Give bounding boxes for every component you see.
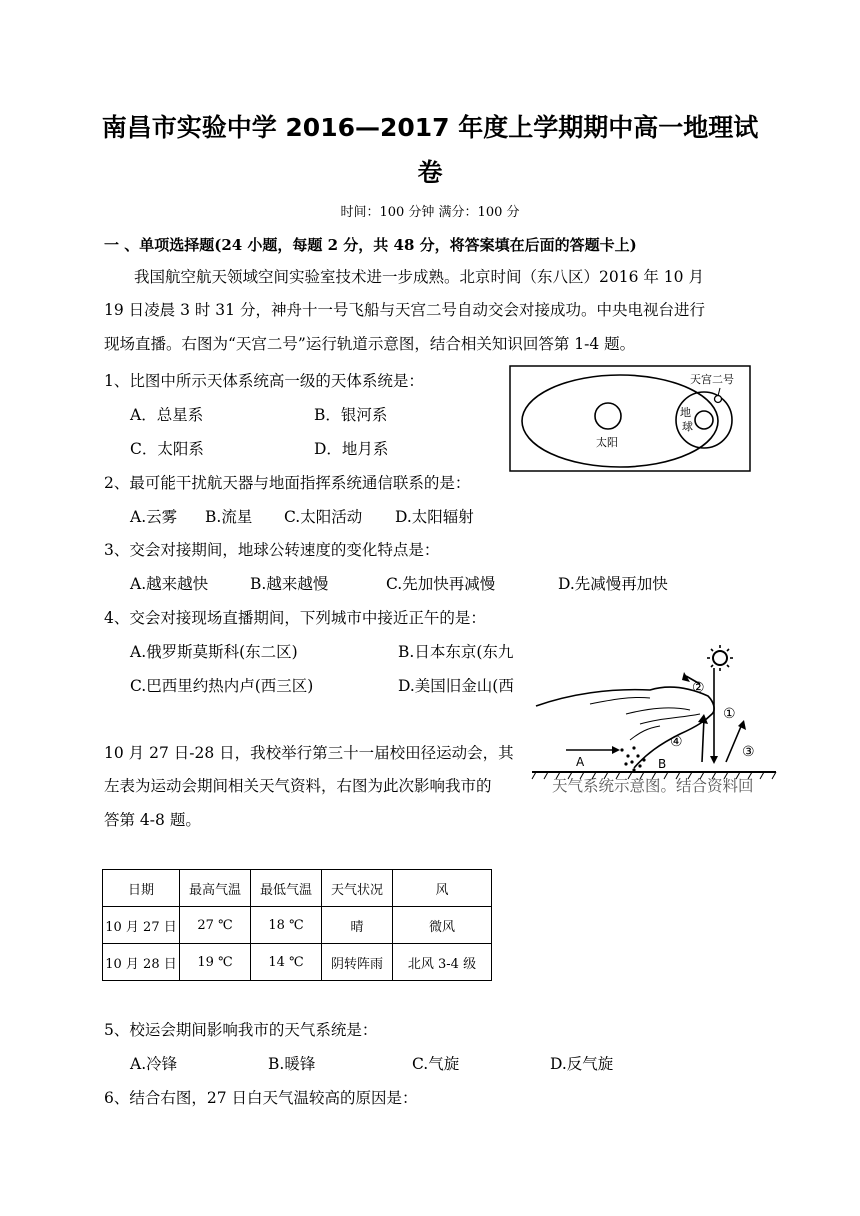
- spacecraft-icon: [715, 396, 722, 403]
- weather-table: [102, 869, 492, 981]
- passage1-line3: 现场直播。右图为“天宫二号”运行轨道示意图，结合相关知识回答第 1-4 题。: [104, 335, 636, 353]
- table-cell: 晴: [322, 907, 393, 944]
- earth-label-1: 地: [680, 406, 691, 419]
- earth-label-2: 球: [682, 420, 693, 433]
- label-b: B: [658, 757, 667, 771]
- q4-option-d: D.美国旧金山(西: [398, 677, 514, 695]
- question-4-stem: 4、交会对接现场直播期间，下列城市中接近正午的是：: [104, 609, 486, 627]
- table-header-cell: 天气状况: [322, 870, 393, 907]
- q1-option-d: D．地月系: [314, 440, 389, 458]
- q3-option-d: D.先减慢再加快: [558, 575, 668, 593]
- q5-option-c: C.气旋: [412, 1055, 460, 1073]
- q1-option-c: C．太阳系: [130, 440, 204, 458]
- table-cell: 10 月 28 日: [103, 944, 180, 981]
- q5-option-d: D.反气旋: [550, 1055, 614, 1073]
- earth-icon: [695, 411, 713, 429]
- q5-option-b: B.暖锋: [268, 1055, 316, 1073]
- q4-option-c: C.巴西里约热内卢(西三区): [130, 677, 314, 695]
- question-3-stem: 3、交会对接期间，地球公转速度的变化特点是：: [104, 541, 440, 559]
- table-header-cell: 最高气温: [180, 870, 251, 907]
- question-1-stem: 1、比图中所示天体系统高一级的天体系统是：: [104, 372, 424, 390]
- table-cell: 19 ℃: [180, 944, 251, 981]
- table-header-cell: 最低气温: [251, 870, 322, 907]
- q2-option-d: D.太阳辐射: [395, 508, 474, 526]
- table-cell: 10 月 27 日: [103, 907, 180, 944]
- sun-label: 太阳: [596, 436, 618, 449]
- question-5-stem: 5、校运会期间影响我市的天气系统是：: [104, 1021, 378, 1039]
- q2-option-c: C.太阳活动: [284, 508, 363, 526]
- table-row: [103, 944, 492, 981]
- passage1-line2: 19 日凌晨 3 时 31 分，神舟十一号飞船与天宫二号自动交会对接成功。中央电视台进行: [104, 301, 705, 319]
- table-header-cell: 日期: [103, 870, 180, 907]
- table-cell: 北风 3-4 级: [393, 944, 492, 981]
- q4-option-b: B.日本东京(东九: [398, 643, 514, 661]
- page-title-continued: 卷: [417, 158, 443, 187]
- table-cell: 微风: [393, 907, 492, 944]
- sun-icon: [595, 403, 621, 429]
- table-header-row: [103, 870, 492, 907]
- question-2-stem: 2、最可能干扰航天器与地面指挥系统通信联系的是：: [104, 474, 471, 492]
- weather-system-diagram: [530, 644, 778, 784]
- page-title: 南昌市实验中学 2016—2017 年度上学期期中高一地理试: [101, 113, 759, 142]
- q4-option-a: A.俄罗斯莫斯科(东二区): [130, 643, 298, 661]
- q1-option-b: B．银河系: [314, 406, 388, 424]
- q2-option-a: A.云雾: [130, 508, 178, 526]
- passage1-line1: 我国航空航天领域空间实验室技术进一步成熟。北京时间（东八区）2016 年 10 月: [134, 268, 704, 286]
- q3-option-c: C.先加快再减慢: [386, 575, 496, 593]
- q1-option-a: A．总星系: [130, 406, 204, 424]
- arrow-3-label: ③: [742, 744, 755, 760]
- exam-meta: 时间：100 分钟 满分：100 分: [340, 205, 520, 220]
- spacecraft-label: 天宫二号: [690, 373, 734, 386]
- q3-option-a: A.越来越快: [130, 575, 209, 593]
- q2-option-b: B.流星: [205, 508, 253, 526]
- orbit-diagram: [508, 364, 758, 476]
- passage2-line2: 左表为运动会期间相关天气资料，右图为此次影响我市的: [104, 777, 492, 795]
- table-cell: 阴转阵雨: [322, 944, 393, 981]
- q3-option-b: B.越来越慢: [250, 575, 329, 593]
- label-a: A: [576, 755, 585, 769]
- passage2-line2-tail: 天气系统示意图。结合资料回: [552, 777, 754, 795]
- table-header-cell: 风: [393, 870, 492, 907]
- q5-option-a: A.冷锋: [130, 1055, 178, 1073]
- section-heading: 一 、单项选择题(24 小题，每题 2 分，共 48 分，将答案填在后面的答题卡上): [104, 236, 637, 254]
- table-cell: 18 ℃: [251, 907, 322, 944]
- passage2-line1: 10 月 27 日-28 日，我校举行第三十一届校田径运动会，其: [104, 744, 514, 762]
- table-cell: 27 ℃: [180, 907, 251, 944]
- arrow-4-label: ④: [670, 734, 683, 750]
- arrow-1-label: ①: [723, 706, 736, 722]
- question-6-stem: 6、结合右图，27 日白天气温较高的原因是：: [104, 1089, 418, 1107]
- passage2-line3: 答第 4-8 题。: [104, 811, 201, 829]
- table-row: [103, 907, 492, 944]
- arrow-2-label: ②: [692, 680, 705, 696]
- table-cell: 14 ℃: [251, 944, 322, 981]
